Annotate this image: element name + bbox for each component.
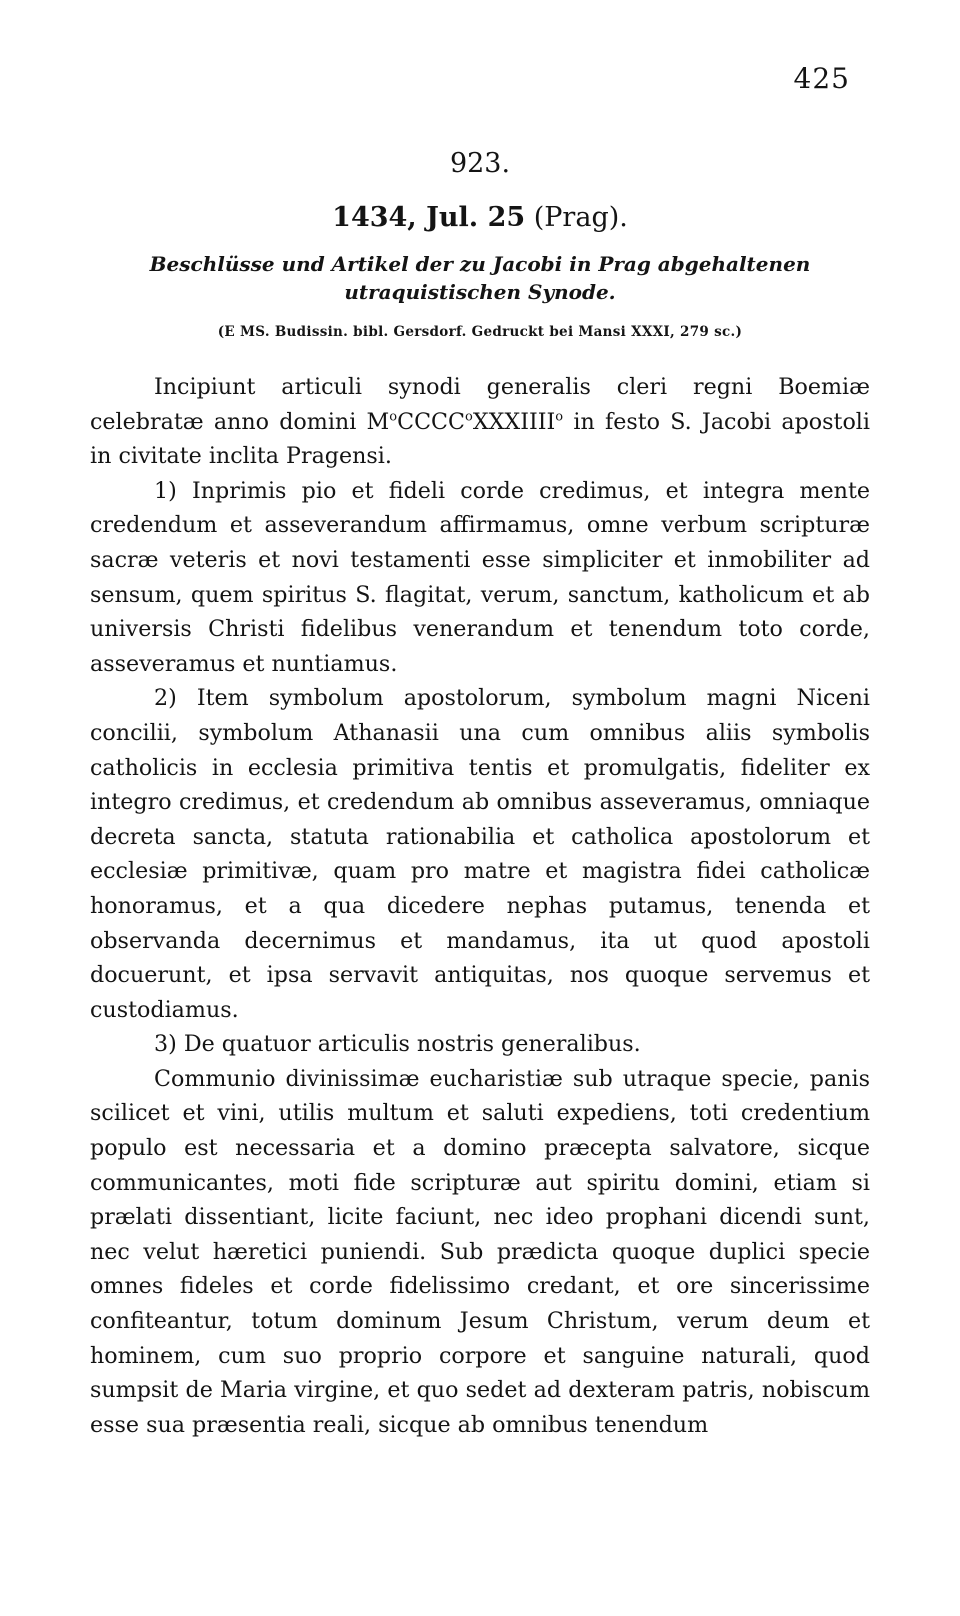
document-number: 923. (449, 148, 511, 179)
intro-paragraph: Incipiunt articuli synodi generalis cleri regni Boemiæ celebratæ anno domini $M^oCCCC^oXXXIIII^o$ in festo S. Jacobi apostoli in civitate inclita Pragensi. (90, 374, 871, 470)
date-line (0, 202, 960, 233)
page-number: 425 (793, 62, 850, 95)
date: 1434, Jul. 25 (332, 202, 526, 233)
place: (Prag). (533, 202, 628, 233)
article-2: 2) Item symbolum apostolorum, symbolum magni Niceni concilii, symbolum Athanasii una cum omnibus aliis symbolis catholicis in ecclesia primitiva tentis et promulgatis, fideliter ex integro credimus, et credendum ab omnibus asseveramus, omniaque decreta sancta, statuta rationabilia et catholica apostolorum et ecclesiæ primitivæ, quam pro matre et magistra fidei catholicæ honoramus, et a qua dicedere nephas putamus, tenenda et observanda decernimus et mandamus, ita ut quod apostoli docuerunt, et ipsa servavit antiquitas, nos quoque servemus et custodiamus. (90, 685, 870, 1023)
article-1: 1) Inprimis pio et fideli corde credimus, et integra mente credendum et asseverandum affirmamus, omne verbum scripturæ sacræ veteris et novi testamenti esse simpliciter et inmobiliter ad sensum, quem spiritus S. flagitat, verum, sanctum, katholicum et ab universis Christi fidelibus venerandum et tenendum toto corde, asseveramus et nuntiamus. (90, 477, 870, 677)
source-note: (E MS. Budissin. bibl. Gersdorf. Gedruckt bei Mansi XXXI, 279 sc.) (217, 324, 743, 340)
article-3-heading: 3) De quatuor articulis nostris generalibus. (154, 1031, 641, 1058)
document-title: Beschlüsse und Artikel der zu Jacobi in Prag abgehaltenen utraquistischen Synode. (149, 252, 811, 304)
communion-paragraph: Communio divinissimæ eucharistiæ sub utraque specie, panis scilicet et vini, utilis multum et saluti expediens, toti credentium populo est necessaria et a domino præcepta salvatore, sicque communicantes, moti fide scripturæ aut spiritu domini, etiam si prælati dissentiant, licite faciunt, nec ideo prophani dicendi sunt, nec velut hæretici puniendi. Sub prædicta quoque duplici specie omnes fideles et corde fidelissimo credant, et ore sincerissime confiteantur, totum dominum Jesum Christum, verum deum et hominem, cum suo proprio corpore et sanguine naturali, quod sumpsit de Maria virgine, et quo sedet ad dexteram patris, nobiscum esse sua præsentia reali, sicque ab omnibus tenendum (90, 1065, 870, 1438)
body-text (90, 370, 870, 1442)
